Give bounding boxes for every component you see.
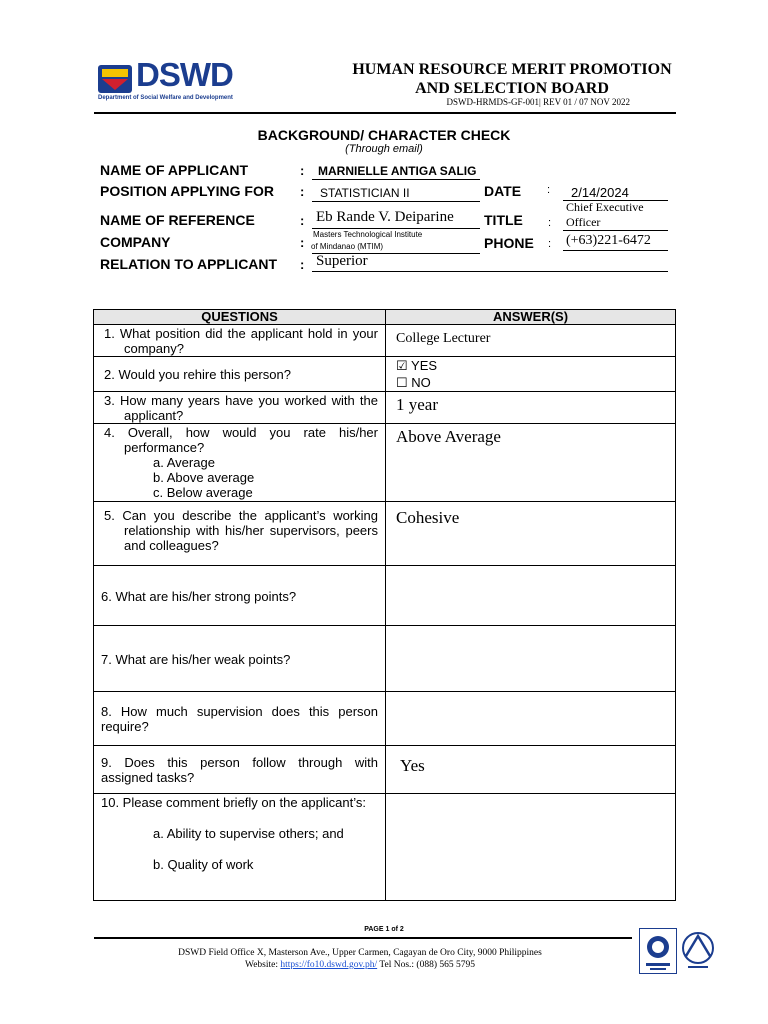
question-5-text: 5. Can you describe the applicant’s working relationship with his/her supervisors, peers and colleagues? (104, 508, 378, 553)
table-row (94, 692, 676, 746)
checked-box-icon: ☑ (396, 358, 408, 373)
question-1-text: 1. What position did the applicant hold in your company? (104, 326, 378, 356)
answer-6 (386, 566, 676, 626)
table-row (94, 746, 676, 794)
logo-text: DSWD (136, 56, 233, 93)
applicant-label: NAME OF APPLICANT (100, 162, 249, 178)
title-value-line1: Chief Executive (566, 200, 644, 214)
date-colon: : (547, 184, 551, 196)
table-row (94, 502, 676, 566)
footer-website-label: Website: (244, 960, 278, 970)
logo-subtitle: Department of Social Welfare and Development (98, 95, 233, 101)
date-value: 2/14/2024 (571, 185, 629, 200)
answer-4: Above Average (386, 424, 676, 502)
question-8 (94, 692, 386, 746)
applicant-value: MARNIELLE ANTIGA SALIG (318, 164, 477, 178)
col-answers-header: ANSWER(S) (386, 310, 676, 325)
form-subtitle: (Through email) (345, 143, 423, 155)
answer-9: Yes (386, 746, 676, 794)
company-value (311, 229, 422, 253)
header-title-line1: HUMAN RESOURCE MERIT PROMOTION (352, 61, 672, 78)
date-label: DATE (484, 183, 522, 199)
applicant-line (312, 179, 480, 180)
answer-1: College Lecturer (386, 325, 676, 357)
table-row (94, 626, 676, 692)
footer-divider (94, 937, 632, 939)
question-7-text: 7. What are his/her weak points? (101, 651, 291, 667)
question-5 (94, 502, 386, 566)
question-10-option-a: a. Ability to supervise others; and (153, 826, 344, 841)
position-colon: : (300, 184, 305, 199)
question-7 (94, 626, 386, 692)
answer-3: 1 year (386, 392, 676, 424)
answer-2 (386, 357, 676, 392)
table-row (94, 566, 676, 626)
form-title: BACKGROUND/ CHARACTER CHECK (257, 127, 511, 143)
question-2-text: 2. Would you rehire this person? (104, 366, 291, 382)
header-title-line2: AND SELECTION BOARD (415, 80, 609, 97)
relation-label: RELATION TO APPLICANT (100, 256, 278, 272)
relation-line (312, 271, 668, 272)
answer-7 (386, 626, 676, 692)
title-label: TITLE (484, 212, 523, 228)
position-line (312, 201, 480, 202)
title-line (563, 230, 668, 231)
question-6 (94, 566, 386, 626)
position-value: STATISTICIAN II (320, 186, 410, 200)
answer-2-no (396, 374, 675, 391)
question-4-option-b: b. Above average (153, 470, 255, 485)
question-10-option-b: b. Quality of work (153, 857, 254, 872)
footer-address-block (120, 947, 600, 971)
reference-value: Eb Rande V. Deiparine (316, 209, 454, 225)
form-code: DSWD-HRMDS-GF-001| REV 01 / 07 NOV 2022 (446, 97, 630, 107)
phone-line (563, 250, 668, 251)
certification-badge-icon (639, 928, 677, 974)
question-4-option-a: a. Average (153, 455, 215, 470)
reference-label: NAME OF REFERENCE (100, 212, 255, 228)
phone-value: (+63)221-6472 (566, 233, 651, 248)
applicant-colon: : (300, 163, 305, 178)
answer-2-yes (396, 357, 675, 374)
title-value (566, 200, 644, 230)
accreditation-badge-icon (678, 928, 718, 972)
question-8-text: 8. How much supervision does this person require? (101, 704, 378, 734)
answer-10 (386, 794, 676, 901)
question-10 (94, 794, 386, 901)
question-3-text: 3. How many years have you worked with the applicant? (104, 393, 378, 423)
footer-contact (120, 959, 600, 971)
header-divider (94, 112, 676, 114)
company-value-line2: of Mindanao (MTIM) (311, 242, 384, 251)
table-row (94, 325, 676, 357)
table-row (94, 357, 676, 392)
relation-colon: : (300, 257, 305, 272)
table-row (94, 392, 676, 424)
question-4 (94, 424, 386, 502)
relation-value: Superior (316, 253, 368, 269)
question-10-text: 10. Please comment briefly on the applicant’s: (101, 795, 366, 810)
question-1 (94, 325, 386, 357)
table-row (94, 794, 676, 901)
footer-website-link[interactable]: https://fo10.dswd.gov.ph/ (280, 960, 378, 970)
phone-colon: : (548, 238, 552, 250)
question-9-text: 9. Does this person follow through with assigned tasks? (101, 755, 378, 785)
question-4-text: 4. Overall, how would you rate his/her performance? (104, 425, 378, 455)
company-label: COMPANY (100, 234, 171, 250)
dswd-logo (98, 56, 258, 104)
table-row (94, 424, 676, 502)
empty-box-icon: ☐ (396, 375, 408, 390)
footer-address: DSWD Field Office X, Masterson Ave., Upper Carmen, Cagayan de Oro City, 9000 Philippines (178, 948, 542, 958)
reference-colon: : (300, 213, 305, 228)
table-header-row (94, 310, 676, 325)
header-title (332, 60, 692, 98)
phone-label: PHONE (484, 235, 534, 251)
answer-2-no-label: NO (411, 375, 431, 390)
title-colon: : (548, 217, 552, 229)
question-6-text: 6. What are his/her strong points? (101, 588, 297, 604)
title-value-line2: Officer (566, 215, 601, 229)
company-colon: : (300, 235, 305, 250)
footer-tel: Tel Nos.: (088) 565 5795 (379, 960, 476, 970)
page-number: PAGE 1 of 2 (364, 926, 404, 933)
col-questions-header: QUESTIONS (94, 310, 386, 325)
answer-2-yes-label: YES (411, 358, 438, 373)
question-4-option-c: c. Below average (153, 485, 253, 500)
dswd-emblem-icon (98, 65, 132, 93)
question-2 (94, 357, 386, 392)
question-9 (94, 746, 386, 794)
questions-table (93, 309, 676, 901)
answer-8 (386, 692, 676, 746)
position-label: POSITION APPLYING FOR (100, 183, 274, 199)
question-3 (94, 392, 386, 424)
answer-5: Cohesive (386, 502, 676, 566)
company-value-line1: Masters Technological Institute (313, 230, 423, 239)
